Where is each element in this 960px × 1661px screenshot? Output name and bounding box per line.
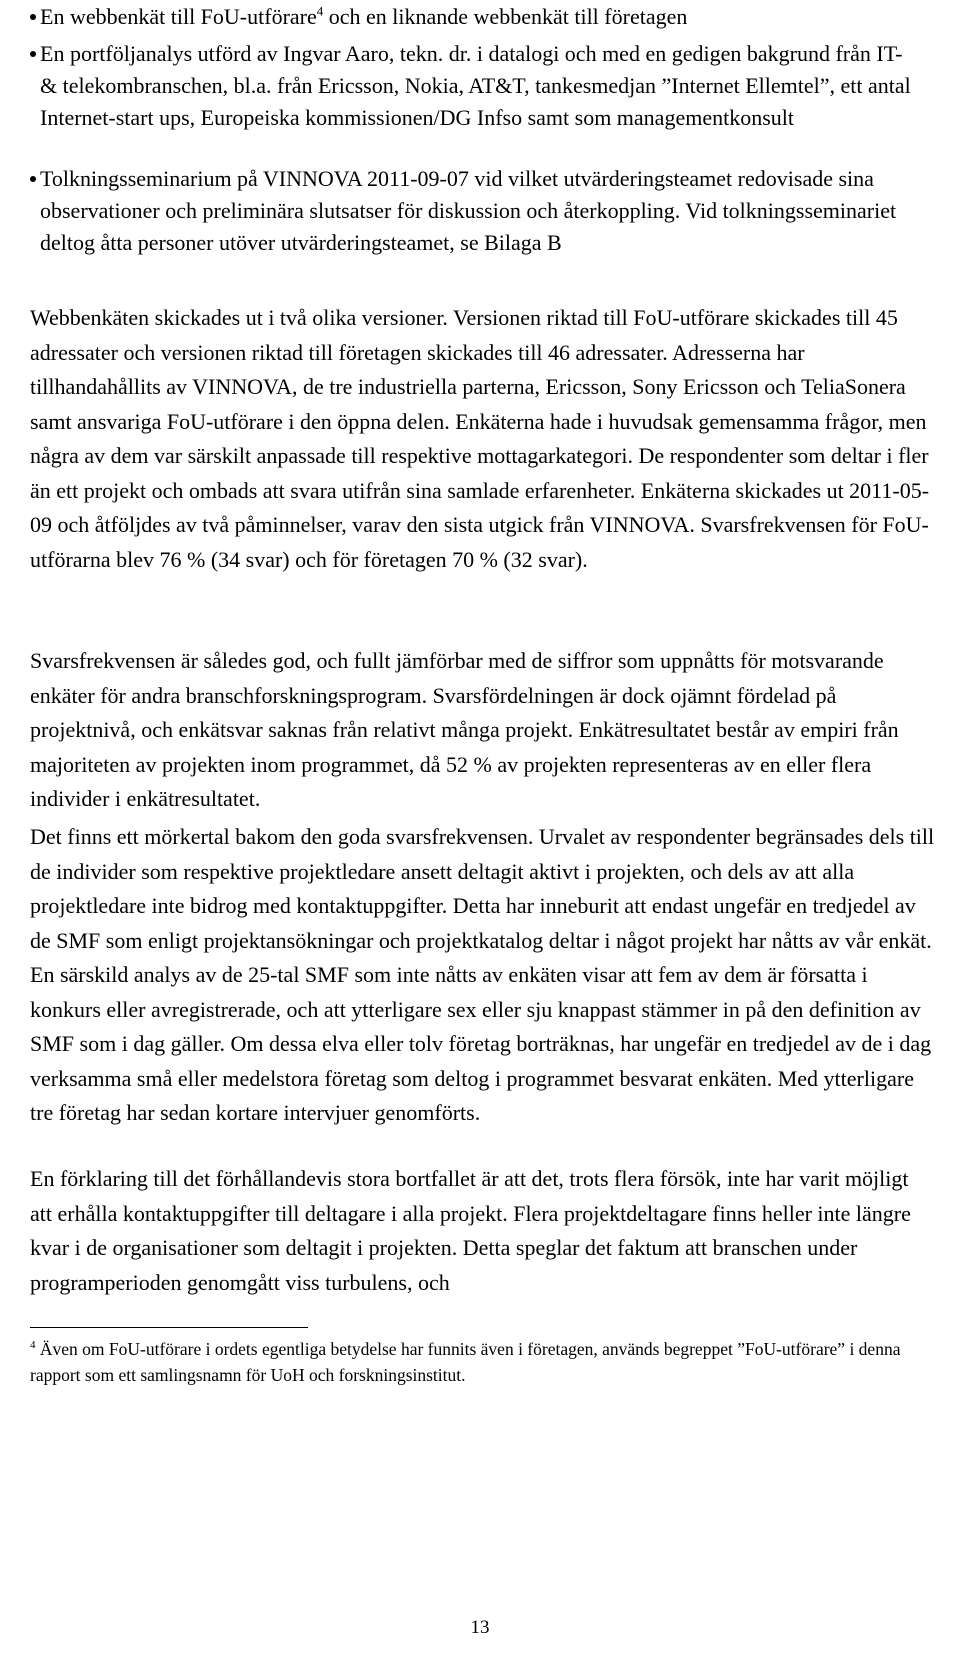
body-paragraph: Webbenkäten skickades ut i två olika versioner. Versionen riktad till FoU-utförare skickades till 45 adressater och versionen riktad till företagen skickades till 46 adressater. Adresserna har tillhandahållits av VINNOVA, de tre industriella parterna, Ericsson, Sony Ericsson och TeliaSonera samt ansvariga FoU-utförare i den öppna delen. Enkäterna hade i huvudsak gemensamma frågor, men några av dem var särskilt anpassade till respektive mottagarkategori. De respondenter som deltar i fler än ett projekt och ombads att svara utifrån sina samlade erfarenheter. Enkäterna skickades ut 2011-05-09 och åtföljdes av två påminnelser, varav den sista utgick från VINNOVA. Svarsfrekvensen för FoU-utförarna blev 76 % (34 svar) och för företagen 70 % (32 svar).: [30, 305, 930, 572]
bullet-text: En webbenkät till FoU-utförare: [40, 4, 317, 29]
footnote: [30, 1336, 910, 1388]
footnote-divider: [30, 1327, 308, 1328]
footnote-text: Även om FoU-utförare i ordets egentliga betydelse har funnits även i företagen, används begreppet ”FoU-utförare” i denna rapport som ett samlingsnamn för UoH och forskningsinstitut.: [30, 1339, 901, 1385]
footnote-ref[interactable]: 4: [316, 3, 324, 19]
body-paragraph: En förklaring till det förhållandevis stora bortfallet är att det, trots flera försök, inte har varit möjligt att erhålla kontaktuppgifter till deltagare i alla projekt. Flera projektdeltagare finns heller inte längre kvar i de organisationer som deltagit i projekten. Detta speglar det faktum att branschen under programperioden genomgått viss turbulens, och: [30, 1166, 911, 1295]
bullet-text: Tolkningsseminarium på VINNOVA 2011-09-07 vid vilket utvärderingsteamet redovisade sina observationer och preliminära slutsatser för diskussion och återkoppling. Vid tolkningsseminariet deltog åtta personer utöver utvärderingsteamet, se Bilaga B: [40, 166, 897, 255]
bullet-text-cont: och en liknande webbenkät till företagen: [323, 4, 688, 29]
body-paragraph: Svarsfrekvensen är således god, och fullt jämförbar med de siffror som uppnåtts för motsvarande enkäter för andra branschforskningsprogram. Svarsfördelningen är dock ojämnt fördelad på projektnivå, och enkätsvar saknas från relativt många projekt. Enkätresultatet består av empiri från majoriteten av projekten inom programmet, då 52 % av projekten representeras av en eller flera individer i enkätresultatet.: [30, 648, 899, 811]
bullet-text: En portföljanalys utförd av Ingvar Aaro, tekn. dr. i datalogi och med en gedigen bakgrund från IT- & telekombranschen, bl.a. från Ericsson, Nokia, AT&T, tankesmedjan ”Internet Ellemtel”, ett antal Internet-start ups, Europeiska kommissionen/DG Infso samt som managementkonsult: [40, 41, 911, 130]
page-number: 13: [470, 1617, 490, 1638]
body-paragraph: Det finns ett mörkertal bakom den goda svarsfrekvensen. Urvalet av respondenter begränsades dels till de individer som respektive projektledare ansett deltagit aktivt i projekten, och dels av att alla projektledare inte bidrog med kontaktuppgifter. Detta har inneburit att endast ungefär en tredjedel av de SMF som enligt projektansökningar och projektkatalog deltar i något projekt har nåtts av vår enkät. En särskild analys av de 25-tal SMF som inte nåtts av enkäten visar att fem av dem är försatta i konkurs eller avregistrerade, och att ytterligare sex eller sju knappast stämmer in på den definition av SMF som i dag gäller. Om dessa elva eller tolv företag borträknas, har ungefär en tredjedel av de i dag verksamma små eller medelstora företag som deltog i programmet besvarat enkäten. Med ytterligare tre företag har sedan kortare intervjuer genomförts.: [30, 824, 935, 1125]
footnote-marker: 4: [30, 1339, 36, 1352]
bullet-icon: [30, 14, 36, 20]
bullet-icon: [30, 51, 36, 57]
bullet-icon: [30, 176, 36, 182]
